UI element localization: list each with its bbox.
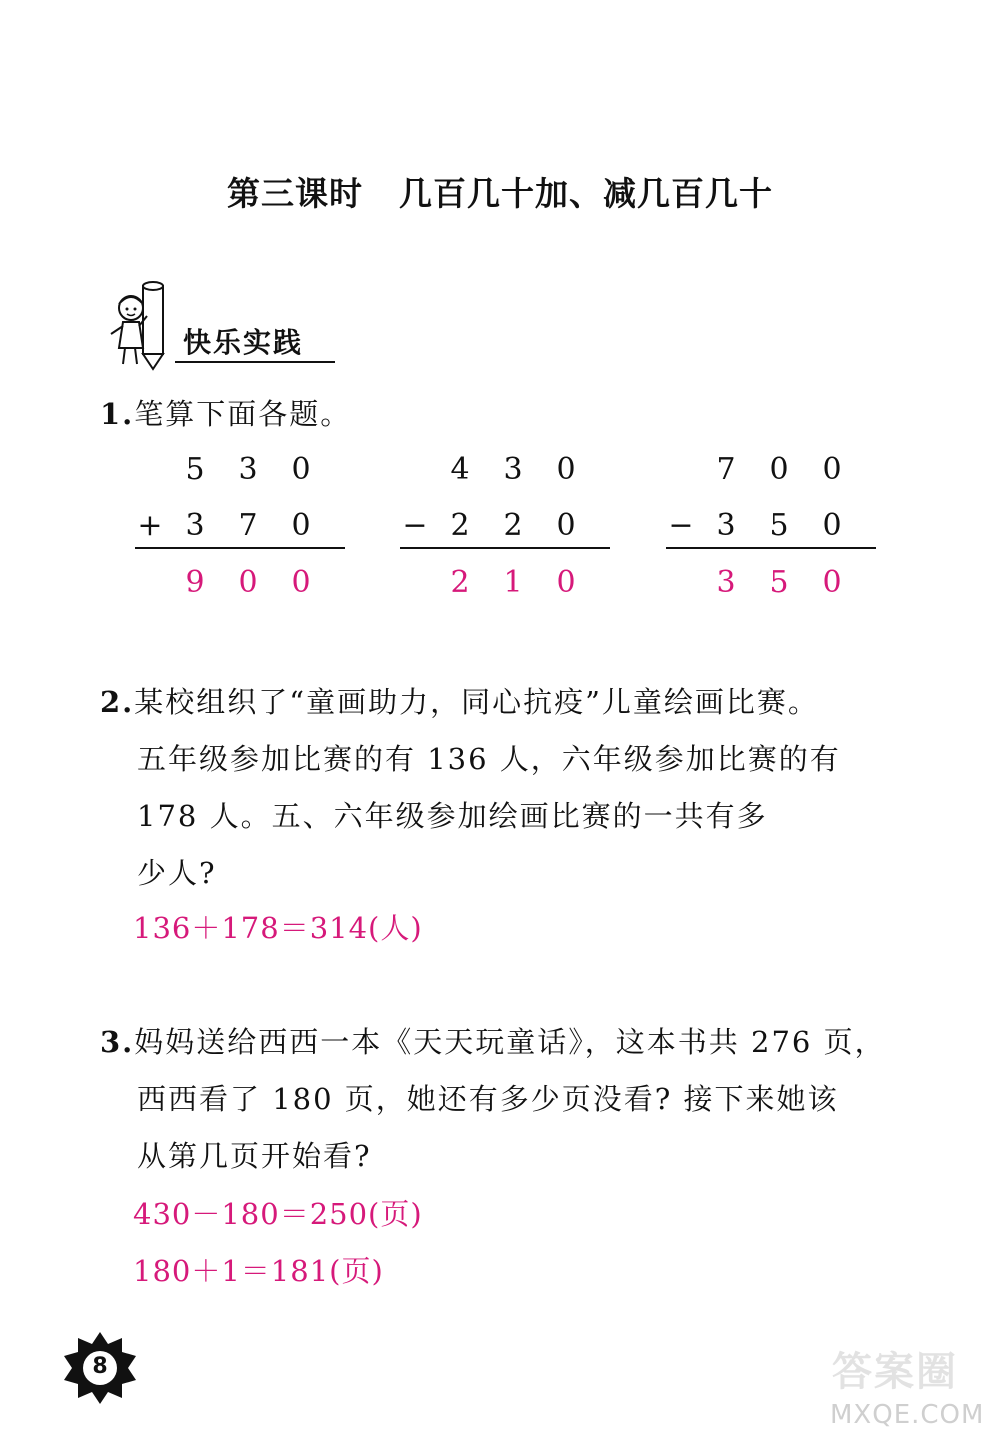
digit: 5 [769,508,789,543]
operator: − [402,508,428,543]
answer-3a: 430－180＝250(页) [133,1197,423,1231]
answer-digit: 1 [503,565,523,600]
answer-digit: 5 [769,565,789,600]
question-2 [100,674,841,902]
question-number: 2. [100,685,135,719]
section-underline [175,361,335,363]
digit: 2 [503,508,523,543]
question-line: 某校组织了“童画助力，同心抗疫”儿童绘画比赛。 [134,685,819,719]
digit: 2 [450,508,470,543]
watermark-text: MXQE.COM [830,1400,985,1430]
operator: − [668,508,694,543]
question-line: 妈妈送给西西一本《天天玩童话》，这本书共 276 页， [134,1025,886,1059]
page-number: 8 [92,1354,108,1379]
answer-digit: 3 [716,565,736,600]
watermark-logo: 答案圈 [832,1349,958,1395]
girl-pencil-icon [105,276,180,371]
digit: 5 [185,452,205,487]
sum-line [400,547,610,549]
page-title [0,168,1000,215]
answer-digit: 0 [822,565,842,600]
question-3 [100,1014,886,1185]
question-line: 178 人。五、六年级参加绘画比赛的一共有多 [137,799,768,833]
digit: 0 [769,452,789,487]
digit: 3 [716,508,736,543]
sum-line [135,547,345,549]
answer-digit: 9 [185,565,205,600]
digit: 0 [291,452,311,487]
answer-digit: 0 [291,565,311,600]
question-number: 3. [100,1025,135,1059]
digit: 4 [450,452,470,487]
digit: 0 [822,508,842,543]
digit: 3 [185,508,205,543]
lesson-topic: 几百几十加、减几百几十 [399,174,773,213]
digit: 0 [556,508,576,543]
answer-2: 136＋178＝314(人) [133,911,423,945]
digit: 0 [291,508,311,543]
digit: 7 [716,452,736,487]
answer-digit: 0 [238,565,258,600]
question-text: 笔算下面各题。 [134,397,352,431]
sum-line [666,547,876,549]
question-line: 西西看了 180 页，她还有多少页没看? 接下来她该 [137,1082,839,1116]
operator: + [137,508,163,543]
watermark [822,1340,992,1440]
question-line: 五年级参加比赛的有 136 人，六年级参加比赛的有 [137,742,841,776]
question-number: 1. [100,397,135,431]
section-header [105,276,335,371]
question-line: 从第几页开始看? [137,1139,372,1173]
answer-digit: 0 [556,565,576,600]
answer-3b: 180＋1＝181(页) [133,1254,384,1288]
digit: 3 [503,452,523,487]
question-line: 少人? [137,856,217,890]
digit: 3 [238,452,258,487]
digit: 0 [556,452,576,487]
section-label: 快乐实践 [183,326,304,359]
digit: 7 [238,508,258,543]
answer-digit: 2 [450,565,470,600]
page-number-badge [62,1330,138,1406]
digit: 0 [822,452,842,487]
question-1 [100,386,351,443]
lesson-label: 第三课时 [227,174,363,213]
